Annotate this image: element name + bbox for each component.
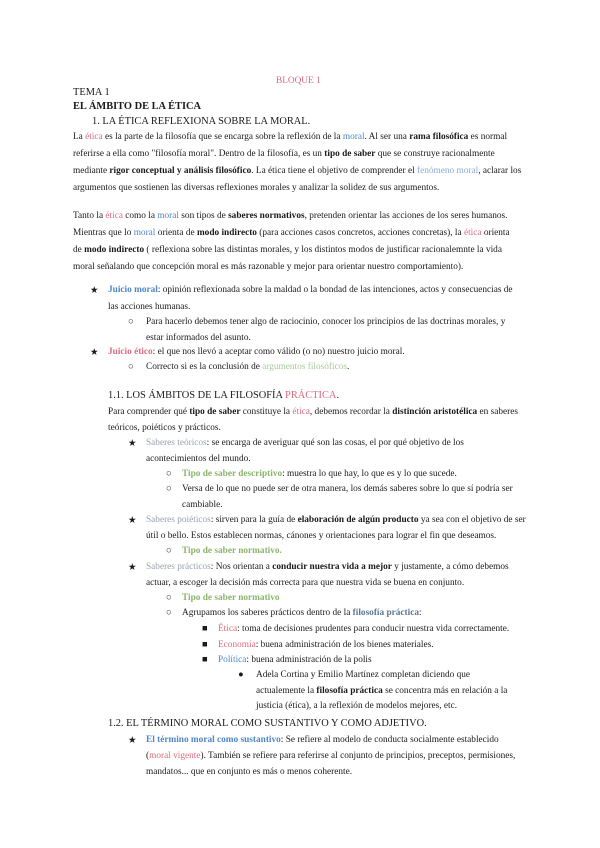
saberes-poieticos-line-2: útil o bello. Estos establecen normas, cánones y orientaciones para lograr el fin que deseamos. (146, 531, 497, 541)
section-1-2-heading: 1.2. EL TÉRMINO MORAL COMO SUSTANTIVO Y COMO ADJETIVO. (108, 718, 427, 729)
cortina-line-1: Adela Cortina y Emilio Martínez completan diciendo que (256, 670, 471, 680)
sustantivo-line-3: mandatos... que en conjunto es más o menos coherente. (146, 767, 353, 777)
juicio-moral-line-1: Juicio moral: opinión reflexionada sobre la maldad o la bondad de las intenciones, actos y consecuencias de (108, 285, 513, 295)
sustantivo-line-1: El término moral como sustantivo: Se refiere al modelo de conducta socialmente establecido (146, 735, 499, 745)
practicos-sub-1: Tipo de saber normativo (182, 593, 280, 603)
circle-bullet-icon: ○ (166, 593, 172, 603)
section-1-1-heading: 1.1. LOS ÁMBITOS DE LA FILOSOFÍA PRÁCTICA. (108, 390, 340, 401)
star-bullet-icon: ★ (90, 286, 99, 296)
tema-label: TEMA 1 (73, 87, 110, 98)
item-politica: Política: buena administración de la polis (218, 655, 372, 665)
juicio-moral-line-2: las acciones humanas. (108, 302, 191, 312)
paragraph-2-line-4: moral señalando que concepción moral es más razonable y mejor para orientar nuestro comportamiento). (73, 262, 464, 272)
poieticos-sub: Tipo de saber normativo. (182, 546, 282, 556)
paragraph-1-line-3: mediante rigor conceptual y análisis filosófico. La ética tiene el objetivo de comprender el fenómeno moral, aclarar los (73, 166, 522, 176)
circle-bullet-icon: ○ (166, 469, 172, 479)
teoricos-sub-2-line-1: Versa de lo que no puede ser de otra manera, los demás saberes sobre lo que sí podría ser (182, 484, 513, 494)
star-bullet-icon: ★ (128, 439, 137, 449)
item-etica: Ética: toma de decisiones prudentes para conducir nuestra vida correctamente. (218, 624, 510, 634)
paragraph-2-line-3: de modo indirecto ( reflexiona sobre las distintas morales, y los distintos modos de justificar racionalemnte la vida (73, 245, 502, 255)
cortina-line-2: actualemente la filosofía práctica se concentra más en relación a la (256, 686, 508, 696)
paragraph-1-line-1: La ética es la parte de la filosofía que se encarga sobre la reflexión de la moral. Al ser una rama filosófica es normal (73, 132, 508, 142)
paragraph-2-line-1: Tanto la ética como la moral son tipos de saberes normativos, pretenden orientar las acciones de los seres humanos. (73, 211, 508, 221)
square-bullet-icon: ■ (202, 655, 208, 665)
circle-bullet-icon: ○ (166, 484, 172, 494)
sustantivo-line-2: (moral vigente). También se refiere para referirse al conjunto de principios, preceptos, permisiones, (146, 751, 516, 761)
teoricos-sub-2-line-2: cambiable. (182, 500, 223, 510)
section-1-heading: 1. LA ÉTICA REFLEXIONA SOBRE LA MORAL. (92, 116, 311, 127)
saberes-practicos-line-1: Saberes prácticos: Nos orientan a conducir nuestra vida a mejor y justamente, a cómo debemos (146, 562, 509, 572)
star-bullet-icon: ★ (128, 516, 137, 526)
practicos-sub-2: Agrupamos los saberes prácticos dentro de la filosofía práctica: (182, 608, 422, 618)
paragraph-2-line-2: Mientras que lo moral orienta de modo indirecto (para acciones casos concretos, acciones concretas), la ética orienta (73, 228, 510, 238)
saberes-teoricos-line-2: acontecimientos del mundo. (146, 454, 251, 464)
juicio-moral-sub-line-1: Para hacerlo debemos tener algo de raciocinio, conocer los principios de las doctrinas morales, y (146, 317, 506, 327)
star-bullet-icon: ★ (128, 736, 137, 746)
circle-bullet-icon: ○ (128, 362, 134, 372)
square-bullet-icon: ■ (202, 640, 208, 650)
star-bullet-icon: ★ (128, 563, 137, 573)
saberes-poieticos-line-1: Saberes poiéticos: sirven para la guía de elaboración de algún producto ya sea con el objetivo de ser (146, 515, 526, 525)
circle-bullet-icon: ○ (166, 546, 172, 556)
page-title: EL ÁMBITO DE LA ÉTICA (73, 101, 201, 112)
juicio-moral-sub-line-2: estar informados del asunto. (146, 333, 251, 343)
circle-bullet-icon: ○ (166, 608, 172, 618)
square-bullet-icon: ■ (202, 624, 208, 634)
saberes-teoricos-line-1: Saberes teóricos: se encarga de averiguar qué son las cosas, el por qué objetivo de los (146, 438, 464, 448)
circle-bullet-icon: ○ (128, 317, 134, 327)
juicio-etico-sub-line: Correcto si es la conclusión de argumentos filosóficos. (146, 362, 350, 372)
saberes-practicos-line-2: actuar, a escoger la decisión más correcta para que nuestra vida se buena en conjunto. (146, 578, 465, 588)
teoricos-sub-1: Tipo de saber descriptivo: muestra lo que hay, lo que es y lo que sucede. (182, 469, 457, 479)
star-bullet-icon: ★ (90, 348, 99, 358)
juicio-etico-line: Juicio ético: el que nos llevó a aceptar como válido (o no) nuestro juicio moral. (108, 347, 405, 357)
dot-bullet-icon: ● (238, 670, 244, 680)
section-1-1-intro-line-2: teóricos, poiéticos y prácticos. (108, 423, 221, 433)
cortina-line-3: justicia (ética), a la reflexión de modelos mejores, etc. (256, 701, 458, 711)
section-1-1-intro-line-1: Para comprender qué tipo de saber constituye la ética, debemos recordar la distinción aristotélica en saberes (108, 407, 519, 417)
item-economia: Economía: buena administración de los bienes materiales. (218, 640, 434, 650)
bloque-label: BLOQUE 1 (276, 76, 321, 86)
paragraph-1-line-4: argumentos que sostienen las diversas reflexiones morales y analizar la solidez de sus argumentos. (73, 183, 440, 193)
paragraph-1-line-2: referirse a ella como "filosofía moral". Dentro de la filosofía, es un tipo de saber que se construye racionalmente (73, 149, 495, 159)
